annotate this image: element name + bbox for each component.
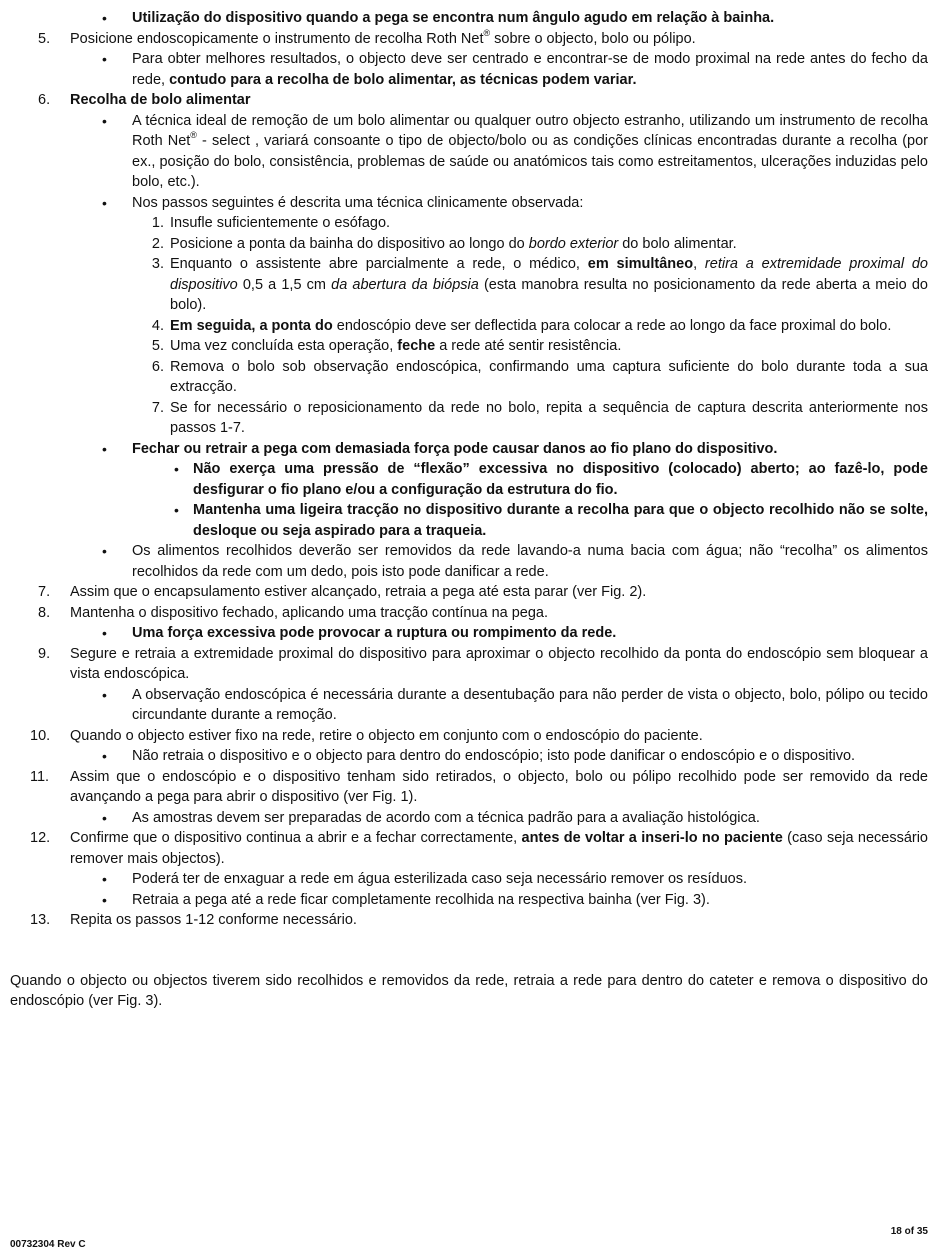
- step-12: 12. Confirme que o dispositivo continua a abrir e a fechar correctamente, antes de voltar a inseri-lo no paciente (caso seja necessário remover mais objectos).: [30, 830, 928, 867]
- bullet-item: • Uma força excessiva pode provocar a ruptura ou rompimento da rede.: [102, 625, 617, 641]
- bullet-item: • Não retraia o dispositivo e o objecto para dentro do endoscópio; isto pode danificar o endoscópio e o dispositivo.: [102, 748, 856, 764]
- step-7: 7. Assim que o encapsulamento estiver alcançado, retraia a pega até esta parar (ver Fig. 2).: [38, 584, 647, 600]
- instructions-body: [10, 8, 928, 1012]
- step-9: 9. Segure e retraia a extremidade proximal do dispositivo para aproximar o objecto recolhido da ponta do endoscópio sem bloquear a vista endoscópica.: [38, 645, 928, 682]
- step-10: 10. Quando o objecto estiver fixo na rede, retire o objecto em conjunto com o endoscópio do paciente.: [30, 727, 703, 744]
- bullet-item: • Nos passos seguintes é descrita uma técnica clinicamente observada:: [102, 194, 584, 211]
- substep-1: 1. Insufle suficientemente o esófago.: [151, 215, 391, 231]
- document-id: 00732304 Rev C: [10, 1239, 86, 1250]
- substep-4: 4. Em seguida, a ponta do endoscópio deve ser deflectida para colocar a rede ao longo da face proximal do bolo.: [151, 317, 892, 334]
- step-6: 6. Recolha de bolo alimentar: [38, 92, 251, 108]
- bullet-item: • Fechar ou retrair a pega com demasiada força pode causar danos ao fio plano do dispositivo.: [102, 440, 778, 457]
- step-11: 11. Assim que o endoscópio e o dispositivo tenham sido retirados, o objecto, bolo ou pólipo recolhido pode ser removido da rede avançando a pega para abrir o dispositivo (ver Fig. 1).: [30, 768, 928, 805]
- sub-bullet-item: • Mantenha uma ligeira tracção no dispositivo durante a recolha para que o objecto recolhido não se solte, desloque ou seja aspirado para a traqueia.: [174, 502, 928, 539]
- step-13: 13. Repita os passos 1-12 conforme necessário.: [30, 912, 357, 928]
- bullet-item: • As amostras devem ser preparadas de acordo com a técnica padrão para a avaliação histológica.: [102, 809, 760, 826]
- bullet-item: • Utilização do dispositivo quando a pega se encontra num ângulo agudo em relação à bainha.: [102, 10, 775, 26]
- substep-5: 5. Uma vez concluída esta operação, feche a rede até sentir resistência.: [151, 338, 622, 354]
- step-8: 8. Mantenha o dispositivo fechado, aplicando uma tracção contínua na pega.: [38, 604, 549, 621]
- bullet-item: • Os alimentos recolhidos deverão ser removidos da rede lavando-a numa bacia com água; não “recolha” os alimentos recolhidos da rede com um dedo, pois isto pode danificar a rede.: [102, 543, 928, 580]
- bullet-item: • Para obter melhores resultados, o objecto deve ser centrado e encontrar-se de modo proximal na rede antes do fecho da rede, contudo para a recolha de bolo alimentar, as técnicas podem variar.: [102, 51, 928, 88]
- sub-bullet-item: • Não exerça uma pressão de “flexão” excessiva no dispositivo (colocado) aberto; ao fazê-lo, pode desfigurar o fio plano e/ou a configuração da estrutura do fio.: [174, 461, 928, 498]
- substep-7: 7. Se for necessário o reposicionamento da rede no bolo, repita a sequência de captura descrita anteriormente nos passos 1-7.: [151, 399, 928, 436]
- substep-2: 2. Posicione a ponta da bainha do dispositivo ao longo do bordo exterior do bolo alimentar.: [151, 235, 737, 252]
- substep-6: 6. Remova o bolo sob observação endoscópica, confirmando uma captura suficiente do bolo durante toda a sua extracção.: [151, 358, 928, 395]
- bullet-item: • Poderá ter de enxaguar a rede em água esterilizada caso seja necessário remover os resíduos.: [102, 871, 747, 887]
- substep-3: 3. Enquanto o assistente abre parcialmente a rede, o médico, em simultâneo, retira a extremidade proximal do dispositivo 0,5 a 1,5 cm da abertura da biópsia (esta manobra resulta no posicionamento da rede aberta a meio do bolo).: [151, 256, 928, 313]
- page-number: 18 of 35: [890, 1226, 928, 1237]
- closing-paragraph: Quando o objecto ou objectos tiverem sido recolhidos e removidos da rede, retraia a rede para dentro do cateter e remova o dispositivo do endoscópio (ver Fig. 3).: [10, 972, 928, 1009]
- bullet-item: • Retraia a pega até a rede ficar completamente recolhida na respectiva bainha (ver Fig. 3).: [102, 891, 710, 908]
- bullet-item: • A técnica ideal de remoção de um bolo alimentar ou qualquer outro objecto estranho, utilizando um instrumento de recolha Roth Net® - select , variará consoante o tipo de objecto/bolo ou as condições clínicas encontradas durante a recolha (por ex., posição do bolo, consistência, problemas de saúde ou anatómicos tais como estreitamentos, ulcerações induzidas pelo bolo, etc.).: [102, 112, 928, 190]
- bullet-item: • A observação endoscópica é necessária durante a desentubação para não perder de vista o objecto, bolo, pólipo ou tecido circundante durante a remoção.: [102, 686, 928, 723]
- step-5: 5. Posicione endoscopicamente o instrumento de recolha Roth Net® sobre o objecto, bolo ou pólipo.: [38, 27, 696, 47]
